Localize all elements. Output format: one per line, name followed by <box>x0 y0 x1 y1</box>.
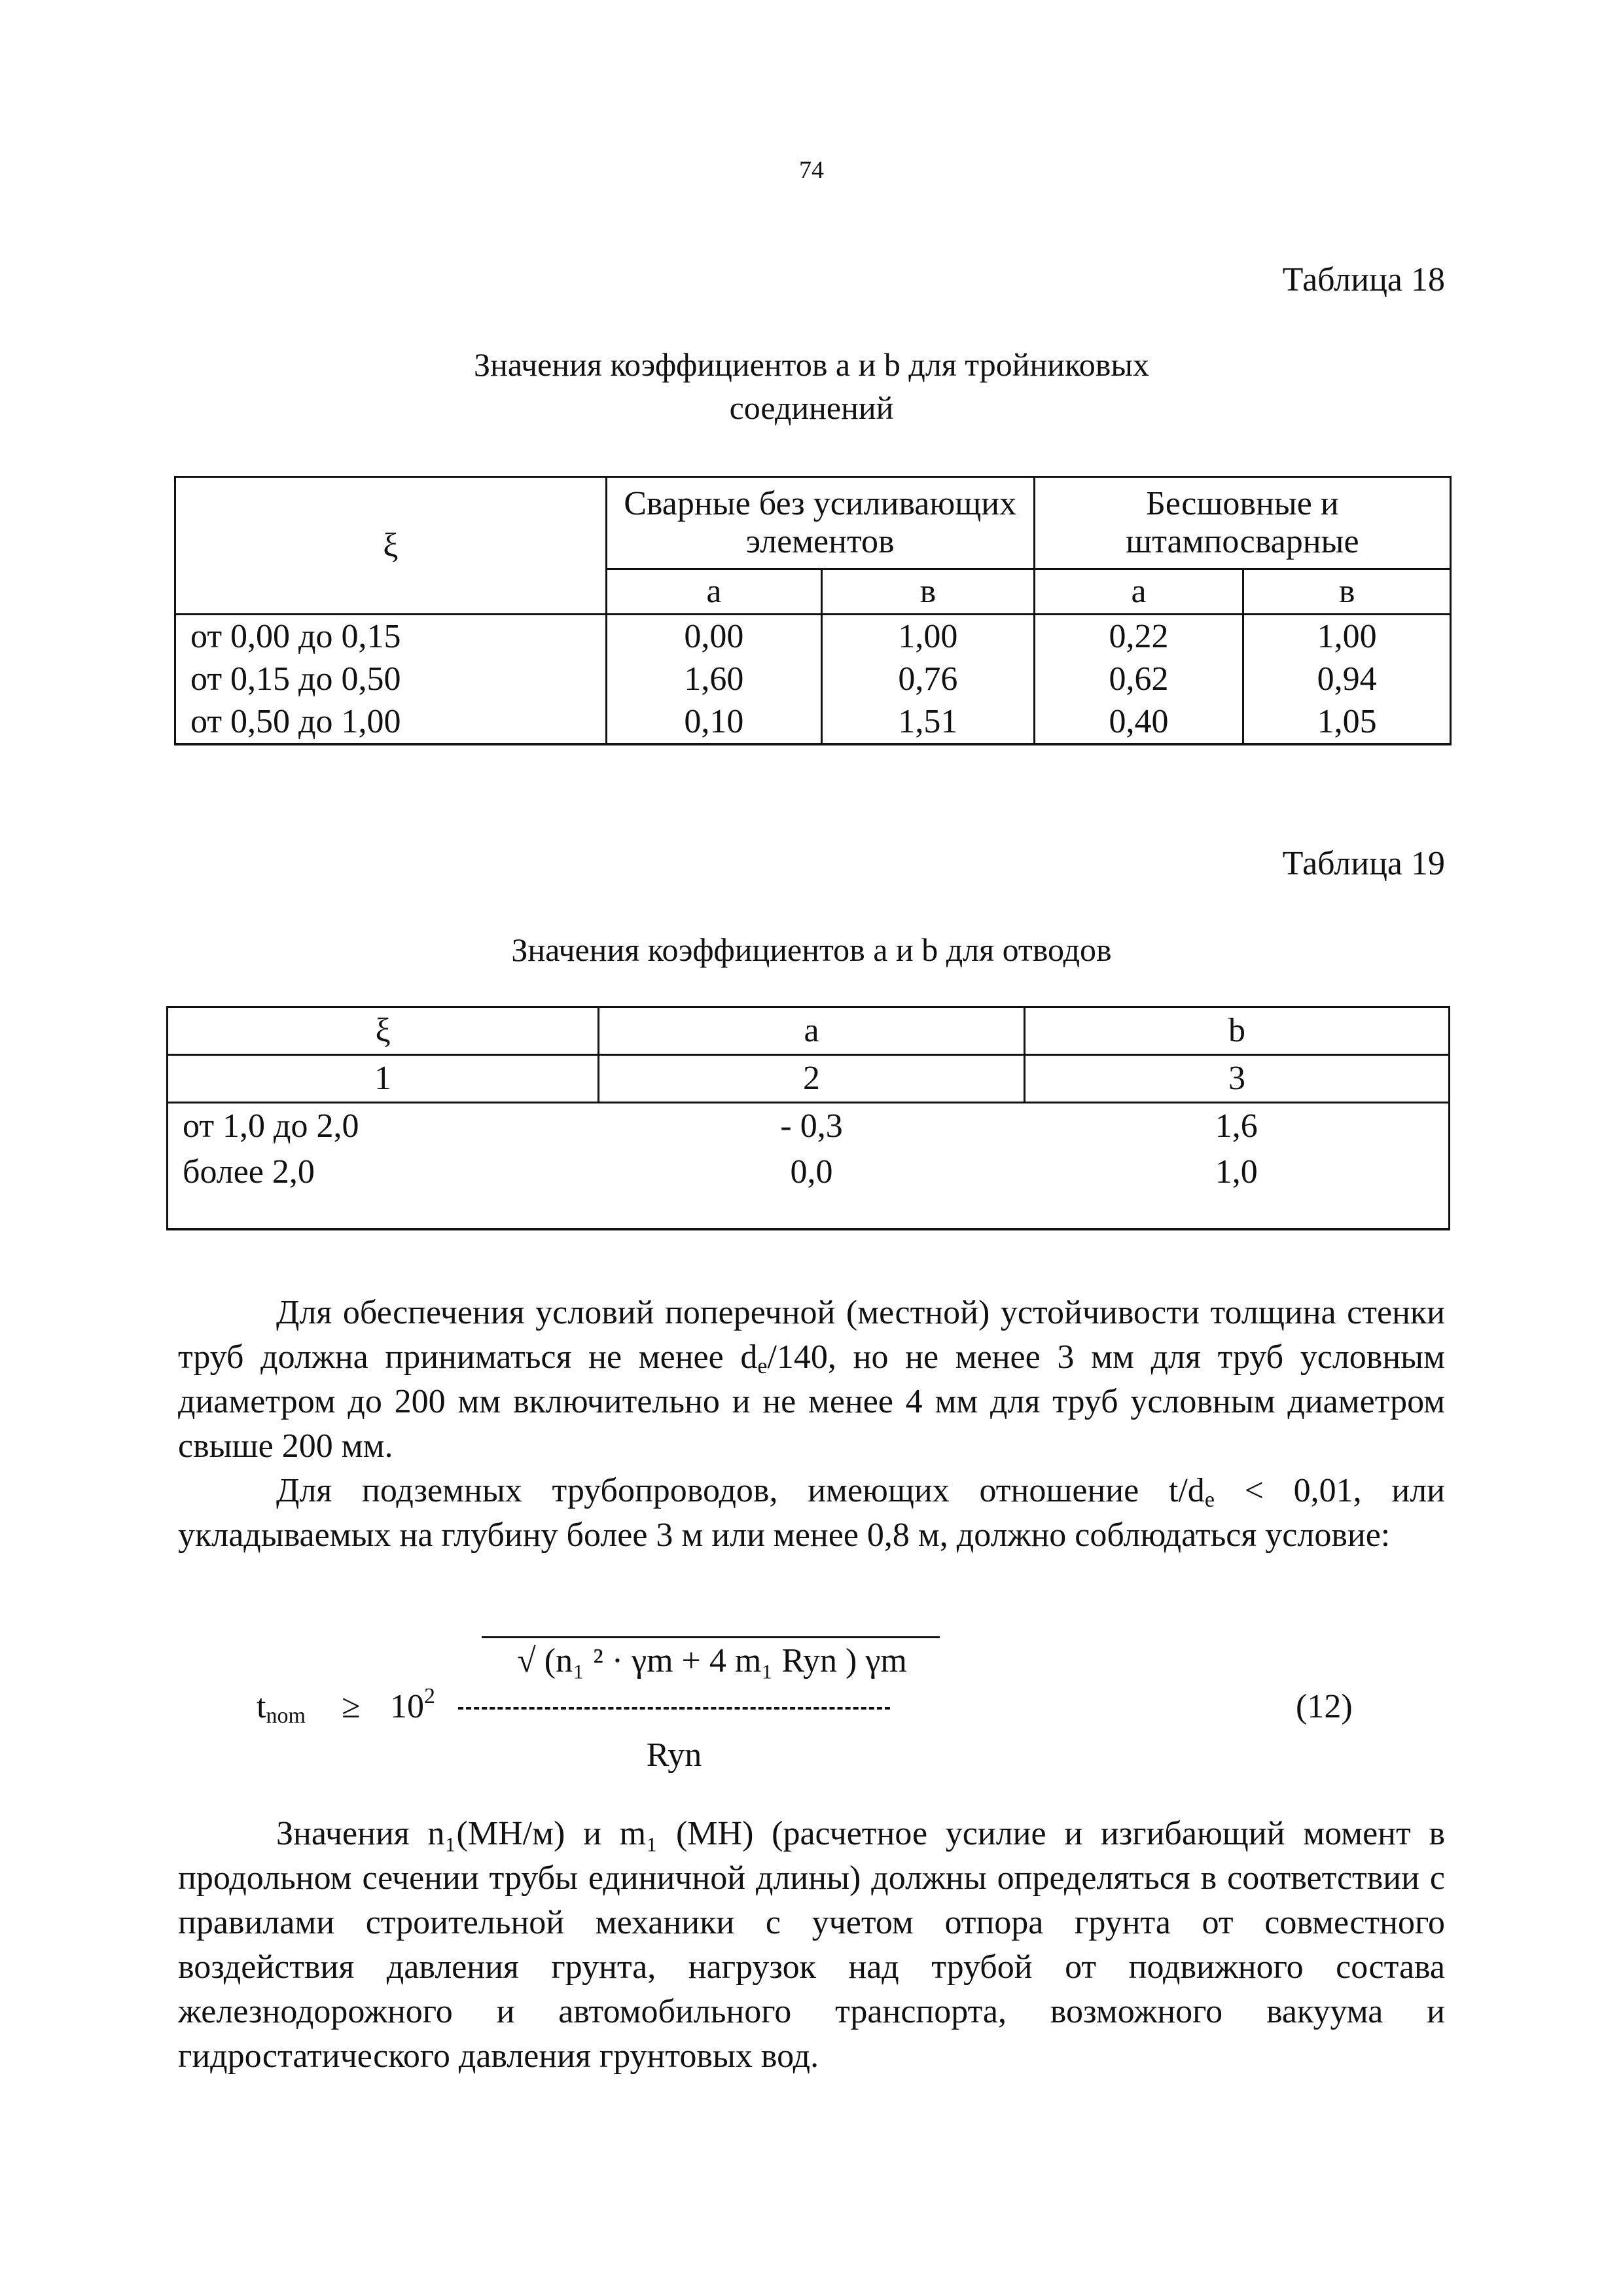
paragraph2-before: Для подземных трубопроводов, имеющих отношение t/d <box>276 1472 1205 1509</box>
table19-title: Значения коэффициентов а и b для отводов <box>511 931 1112 968</box>
formula-lhs <box>257 1687 306 1726</box>
cell: 0,22 <box>1034 615 1243 658</box>
cell: 1,00 <box>822 615 1035 658</box>
table18-group1-header: Сварные без усиливающих элементов <box>606 477 1034 569</box>
formula-denominator: Ryn <box>646 1736 702 1774</box>
table18-caption: Таблица 18 <box>1282 261 1445 298</box>
page-number: 74 <box>799 156 824 184</box>
row-label: более 2,0 <box>168 1149 599 1195</box>
formula-fraction-line <box>458 1707 890 1710</box>
spacer-cell <box>599 1195 1025 1229</box>
cell: 1,00 <box>1243 615 1451 658</box>
formula-t-sub: nom <box>266 1704 306 1728</box>
formula-geq: ≥ <box>342 1688 361 1725</box>
table19-header-a: а <box>599 1007 1025 1055</box>
table18-sub-a: а <box>1034 569 1243 615</box>
paragraph3-text: Значения n₁(МН/м) и m₁ (МН) (расчетное усилие и изгибающий момент в продольном сечении трубы единичной длины) должны определяться в соответствии с правилами строительной механики с учетом отпора грунта от совместного воздействия давления грунта, нагрузок над трубой от подвижного состава железнодорожного и автомобильного транспорта, возможного вакуума и гидростатического давления грунтовых вод. <box>178 1815 1445 2075</box>
table19-header-xi: ξ <box>168 1007 599 1055</box>
table19-colnum-1: 1 <box>168 1055 599 1103</box>
cell: 0,00 <box>606 615 822 658</box>
cell: 1,51 <box>822 700 1035 744</box>
cell: 1,0 <box>1025 1149 1450 1195</box>
table-row <box>175 700 1451 744</box>
table18-xi-header: ξ <box>175 477 607 615</box>
cell: 1,6 <box>1025 1103 1450 1150</box>
spacer-cell <box>168 1195 599 1229</box>
paragraph2-after: < 0,01, или укладываемых на глубину более 3 м или менее 0,8 м, должно соблюдаться условие: <box>178 1472 1446 1554</box>
row-label: от 0,50 до 1,00 <box>175 700 607 744</box>
paragraph-underground <box>178 1469 1445 1558</box>
table-row <box>168 1149 1450 1195</box>
formula-ten-sup: 2 <box>424 1684 435 1708</box>
paragraph1-after: /140, но не менее 3 мм для труб условным диаметром до 200 мм включительно и не менее 4 мм для труб условным диаметром свыше 200 мм. <box>178 1338 1446 1465</box>
table18-sub-b: в <box>1243 569 1451 615</box>
cell: 0,62 <box>1034 658 1243 700</box>
table18-sub-b: в <box>822 569 1035 615</box>
table19-colnum-2: 2 <box>599 1055 1025 1103</box>
row-label: от 0,15 до 0,50 <box>175 658 607 700</box>
formula-ten <box>390 1684 435 1726</box>
table19-header-b: b <box>1025 1007 1450 1055</box>
row-label: от 0,00 до 0,15 <box>175 615 607 658</box>
table18-title-line2: соединений <box>729 389 894 426</box>
paragraph-wall-thickness <box>178 1291 1445 1469</box>
table19-colnum-3: 3 <box>1025 1055 1450 1103</box>
table18-title <box>196 343 1427 429</box>
paragraph-values <box>178 1812 1445 2079</box>
cell: 0,0 <box>790 1153 833 1191</box>
paragraph1-before: Для обеспечения условий поперечной (местной) устойчивости толщина стенки труб должна приниматься не менее d <box>178 1294 1445 1376</box>
cell: - 0,3 <box>599 1103 1025 1150</box>
paragraph1-sub: e <box>757 1354 768 1378</box>
table-row <box>175 658 1451 700</box>
table-row <box>175 615 1451 658</box>
formula-t: t <box>257 1688 266 1725</box>
table18-title-line1: Значения коэффициентов а и b для тройниковых <box>474 346 1149 383</box>
cell: 0,10 <box>606 700 822 744</box>
formula-radical-bar <box>482 1636 940 1638</box>
table19-caption: Таблица 19 <box>1282 845 1445 882</box>
cell: 0,94 <box>1243 658 1451 700</box>
cell: 1,60 <box>606 658 822 700</box>
cell: 1,05 <box>1243 700 1451 744</box>
formula-number: (12) <box>1296 1688 1353 1725</box>
cell: 0,40 <box>1034 700 1243 744</box>
formula-numerator: √ (n₁ ² · γm + 4 m₁ Ryn ) γm <box>517 1642 907 1679</box>
table-row <box>168 1103 1450 1150</box>
row-label: от 1,0 до 2,0 <box>168 1103 599 1150</box>
cell: 0,76 <box>822 658 1035 700</box>
table-spacer-row <box>168 1195 1450 1229</box>
paragraph2-sub: e <box>1204 1488 1215 1512</box>
formula-ten-base: 10 <box>390 1688 424 1725</box>
table18-sub-a: а <box>606 569 822 615</box>
table18 <box>174 476 1452 745</box>
table18-group2-header: Бесшовные и штампосварные <box>1034 477 1450 569</box>
spacer-cell <box>1025 1195 1450 1229</box>
table19 <box>166 1006 1450 1230</box>
